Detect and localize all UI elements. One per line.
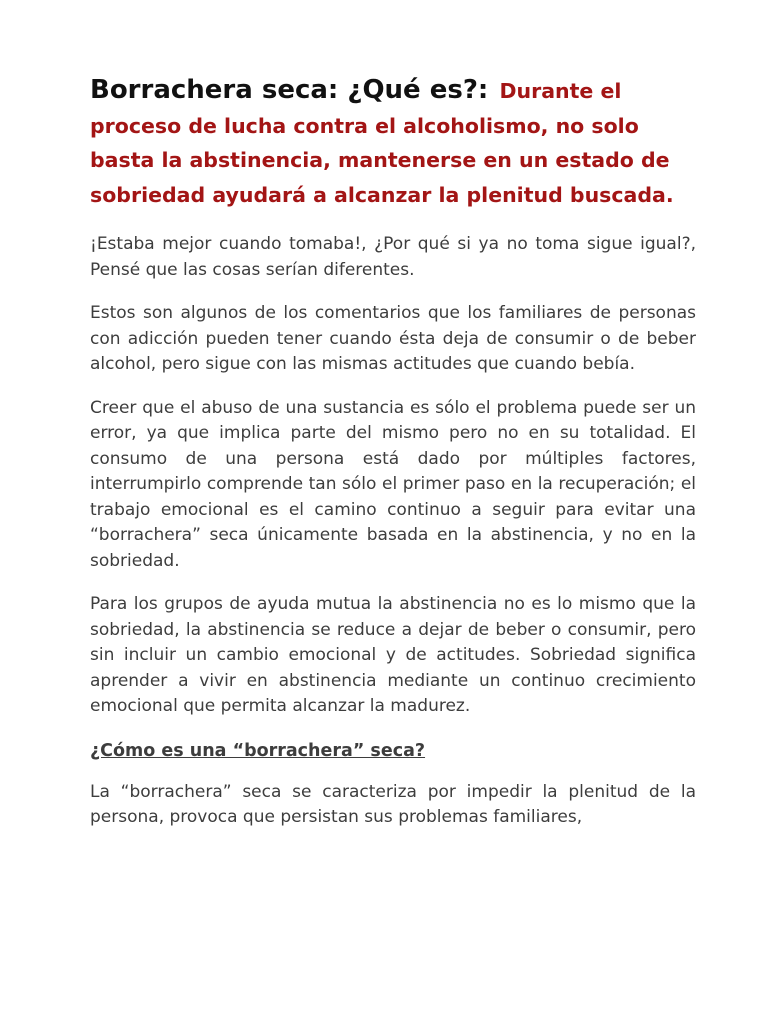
article-heading [90, 72, 696, 210]
section-subheading: ¿Cómo es una “borrachera” seca? [90, 740, 426, 761]
article-lead: Durante el proceso de lucha contra el alcoholismo, no solo basta la abstinencia, mantenerse en un estado de sobriedad ayudará a alcanzar la plenitud buscada. [90, 79, 674, 207]
paragraph: ¡Estaba mejor cuando tomaba!, ¿Por qué si ya no toma sigue igual?, Pensé que las cosas serían diferentes. [90, 234, 696, 280]
paragraph: Estos son algunos de los comentarios que los familiares de personas con adicción pueden tener cuando ésta deja de consumir o de beber alcohol, pero sigue con las mismas actitudes que cuando bebía. [90, 303, 696, 374]
article-title: Borrachera seca: ¿Qué es?: [90, 75, 489, 105]
paragraph: Para los grupos de ayuda mutua la abstinencia no es lo mismo que la sobriedad, la abstinencia se reduce a dejar de beber o consumir, pero sin incluir un cambio emocional y de actitudes. Sobriedad significa aprender a vivir en abstinencia mediante un continuo crecimiento emocional que permita alcanzar la madurez. [90, 594, 696, 716]
document-page [90, 72, 696, 849]
paragraph: Creer que el abuso de una sustancia es sólo el problema puede ser un error, ya que implica parte del mismo pero no en su totalidad. El consumo de una persona está dado por múltiples factores, interrumpirlo comprende tan sólo el primer paso en la recuperación; el trabajo emocional es el camino continuo a seguir para evitar una “borrachera” seca únicamente basada en la abstinencia, y no en la sobriedad. [90, 397, 696, 571]
paragraph: La “borrachera” seca se caracteriza por impedir la plenitud de la persona, provoca que persistan sus problemas familiares, [90, 781, 696, 827]
